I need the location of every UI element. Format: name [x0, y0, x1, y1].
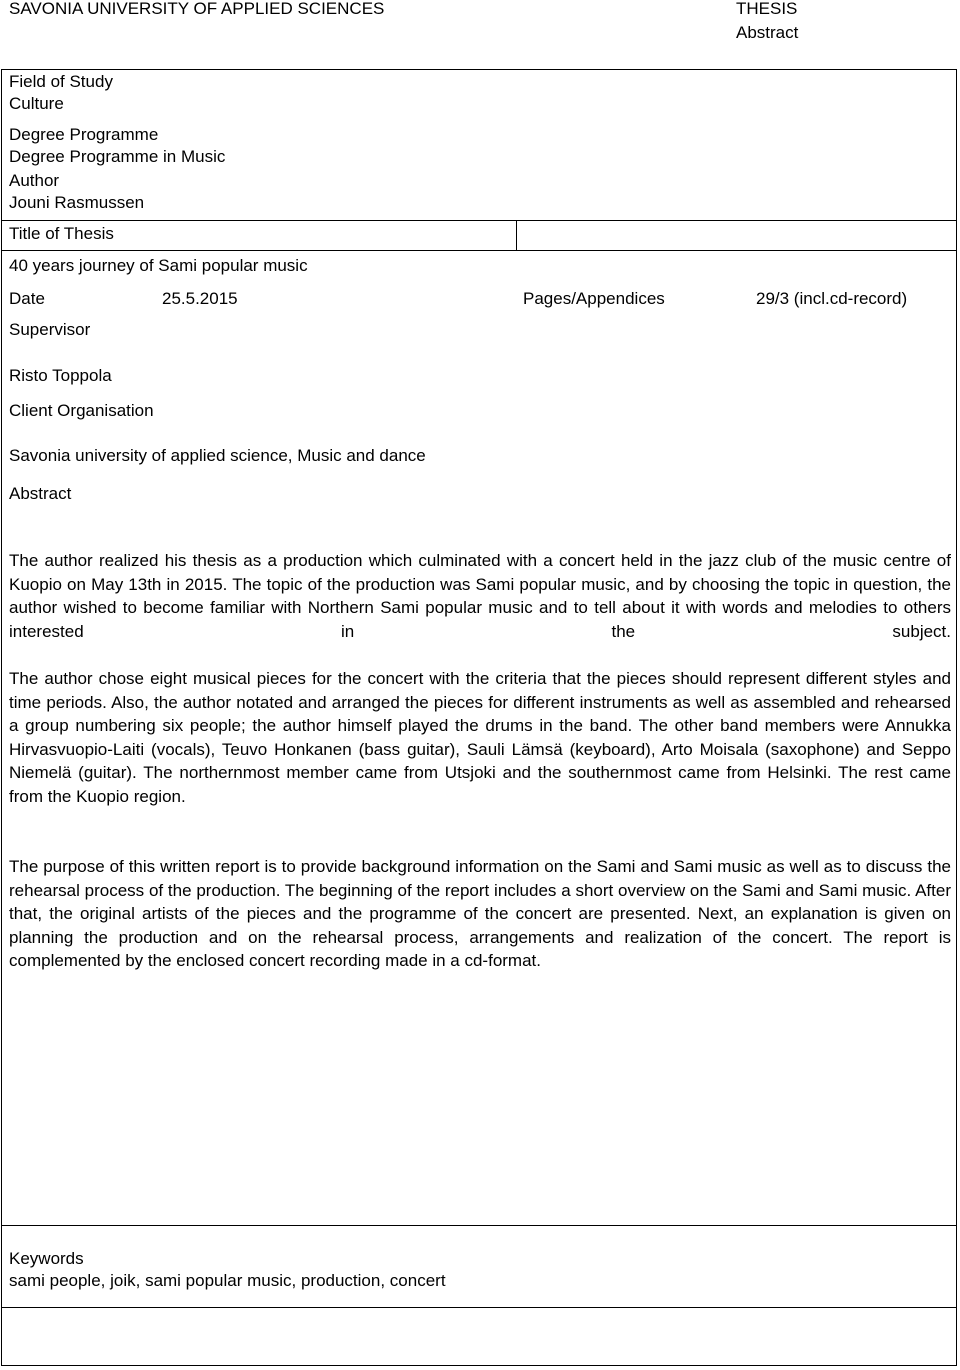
field-of-study-label: Field of Study [9, 72, 113, 91]
university-name: SAVONIA UNIVERSITY OF APPLIED SCIENCES [9, 0, 385, 18]
supervisor-value: Risto Toppola [9, 366, 112, 385]
abstract-label: Abstract [9, 484, 72, 503]
client-organisation-label: Client Organisation [9, 401, 154, 420]
abstract-paragraph-3: The purpose of this written report is to provide background information on the Sami and Sami music as well as to discuss the rehearsal process of the production. The beginning of the report includes a short overview on the Sami and Sami music. After that, the original artists of the pieces and the programme of the concert are presented. Next, an explanation is given on planning the production and on the rehearsal process, arrangements and realization of the concert. The report is complemented by the enclosed concert recording made in a cd-format. [9, 857, 951, 971]
author-value: Jouni Rasmussen [9, 193, 145, 212]
date-label: Date [9, 289, 45, 308]
divider-below-keywords [2, 1307, 956, 1308]
document-type [736, 0, 798, 45]
divider-above-date [2, 220, 956, 221]
author-label: Author [9, 171, 60, 190]
keywords-value: sami people, joik, sami popular music, production, concert [9, 1271, 446, 1290]
document-type-title: THESIS [736, 0, 798, 18]
abstract-paragraph-2: The author chose eight musical pieces for the concert with the criteria that the pieces should represent different styles and time periods. Also, the author notated and arranged the pieces for different instruments as well as assembled and rehearsed a group numbering six people; the author himself played the drums in the band. The other band members were Annukka Hirvasvuopio-Laiti (vocals), Teuvo Honkanen (bass guitar), Sauli Lämsä (keyboard), Arto Moisala (saxophone) and Seppo Niemelä (guitar). The northernmost member came from Utsjoki and the southernmost came from Helsinki. The rest came from the Kuopio region. [9, 669, 951, 806]
degree-programme-value: Degree Programme in Music [9, 147, 226, 166]
divider-above-keywords [2, 1225, 956, 1226]
keywords-label: Keywords [9, 1249, 84, 1268]
title-of-thesis-label: Title of Thesis [9, 224, 114, 243]
date-pages-separator [516, 220, 517, 250]
abstract-paragraph-1: The author realized his thesis as a production which culminated with a concert held in the jazz club of the music centre of Kuopio on May 13th in 2015. The topic of the production was Sami popular music, and by choosing the topic in question, the author wished to become familiar with Northern Sami popular music and to tell about it with words and melodies to others interested in the subject. [9, 551, 951, 641]
degree-programme-label: Degree Programme [9, 125, 159, 144]
client-organisation-value: Savonia university of applied science, Music and dance [9, 446, 426, 465]
field-of-study-value: Culture [9, 94, 64, 113]
supervisor-label: Supervisor [9, 320, 91, 339]
divider-below-date [2, 250, 956, 251]
document-type-subtitle: Abstract [736, 23, 799, 42]
date-value: 25.5.2015 [162, 289, 238, 308]
title-of-thesis-value: 40 years journey of Sami popular music [9, 256, 308, 275]
pages-appendices-label: Pages/Appendices [523, 289, 665, 308]
pages-appendices-value: 29/3 (incl.cd-record) [756, 289, 908, 308]
